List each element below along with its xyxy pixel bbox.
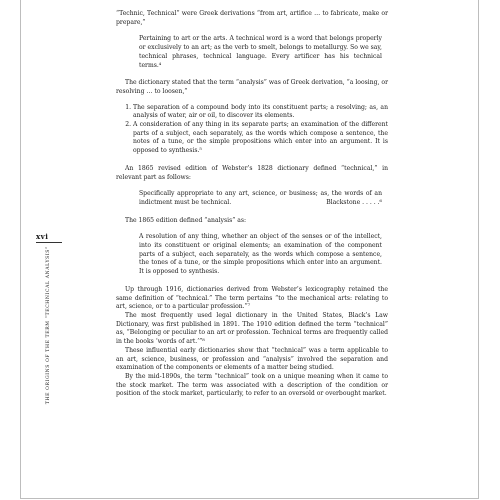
block-quote [139, 233, 382, 277]
block-quote [139, 190, 382, 207]
paragraph: The 1865 edition defined “analysis” as: [125, 216, 247, 224]
paragraph: The most frequently used legal dictionary in the United States, Black’s Law Dictionary, was first published in 1891. The 1910 edition defined the term “technical” as, “Belonging or peculiar to an art or profession. Technical terms are frequently called in the books ‘words of art.’”⁸ [116, 311, 388, 346]
quote-text: A resolution of any thing, whether an object of the senses or of the intellect, into its constituent or original elements; an examination of the component parts of a subject, each separately, as the words which compose a sentence, the tones of a tune, or the simple propositions which enter into an argument. It is opposed to synthesis. [139, 233, 382, 276]
paragraph: By the mid-1890s, the term “technical” took on a unique meaning when it came to the stock market. The term was associated with a description of the condition or position of the stock market, particularly, to refer to an oversold or overbought market. [116, 372, 388, 398]
paragraph: “Technic, Technical” were Greek derivations “from art, artifice … to fabricate, make or prepare,” [116, 10, 388, 26]
citation: Blackstone . . . . .⁶ [326, 198, 382, 206]
list-item: 2. A consideration of any thing in its separate parts; an examination of the different parts of a subject, each separately, as the words which compose a sentence, the notes of a tune, or the simple propositions which enter into an argument. It is opposed to synthesis.⁵ [133, 121, 388, 156]
quote-text: Specifically appropriate to any art, science, or business; as, the words of an indictment must be technical. [139, 190, 382, 206]
body-text [116, 10, 388, 399]
paragraph: The dictionary stated that the term “analysis” was of Greek derivation, “a loosing, or resolving … to loosen,” [116, 79, 388, 95]
list-item: 1. The separation of a compound body into its constituent parts; a resolving; as, an analysis of water, air or oil, to discover its elements. [133, 104, 388, 121]
block-quote [139, 35, 382, 70]
paragraph: These influential early dictionaries show that “technical” was a term applicable to an art, science, business, or profession and “analysis” involved the separation and examination of the components or elements of a matter being studied. [116, 346, 388, 372]
folio-rule [36, 242, 62, 243]
page-number: xvi [36, 232, 49, 241]
numbered-list [116, 104, 388, 156]
quote-text: Pertaining to art or the arts. A technical word is a word that belongs properly or exclusively to an art; as the verb to smelt, belongs to metallurgy. So we say, technical phrases, technical language. Every artificer has his technical terms.⁴ [139, 35, 382, 69]
running-head: THE ORIGINS OF THE TERM “TECHNICAL ANALYSIS” [46, 246, 51, 405]
paragraph: Up through 1916, dictionaries derived from Webster’s lexicography retained the same definition of “technical.” The term pertains “to the mechanical arts: relating to art, science, or to a particular profession.”⁷ [116, 285, 388, 311]
paragraph: An 1865 revised edition of Webster’s 1828 dictionary defined “technical,” in relevant part as follows: [116, 164, 388, 181]
